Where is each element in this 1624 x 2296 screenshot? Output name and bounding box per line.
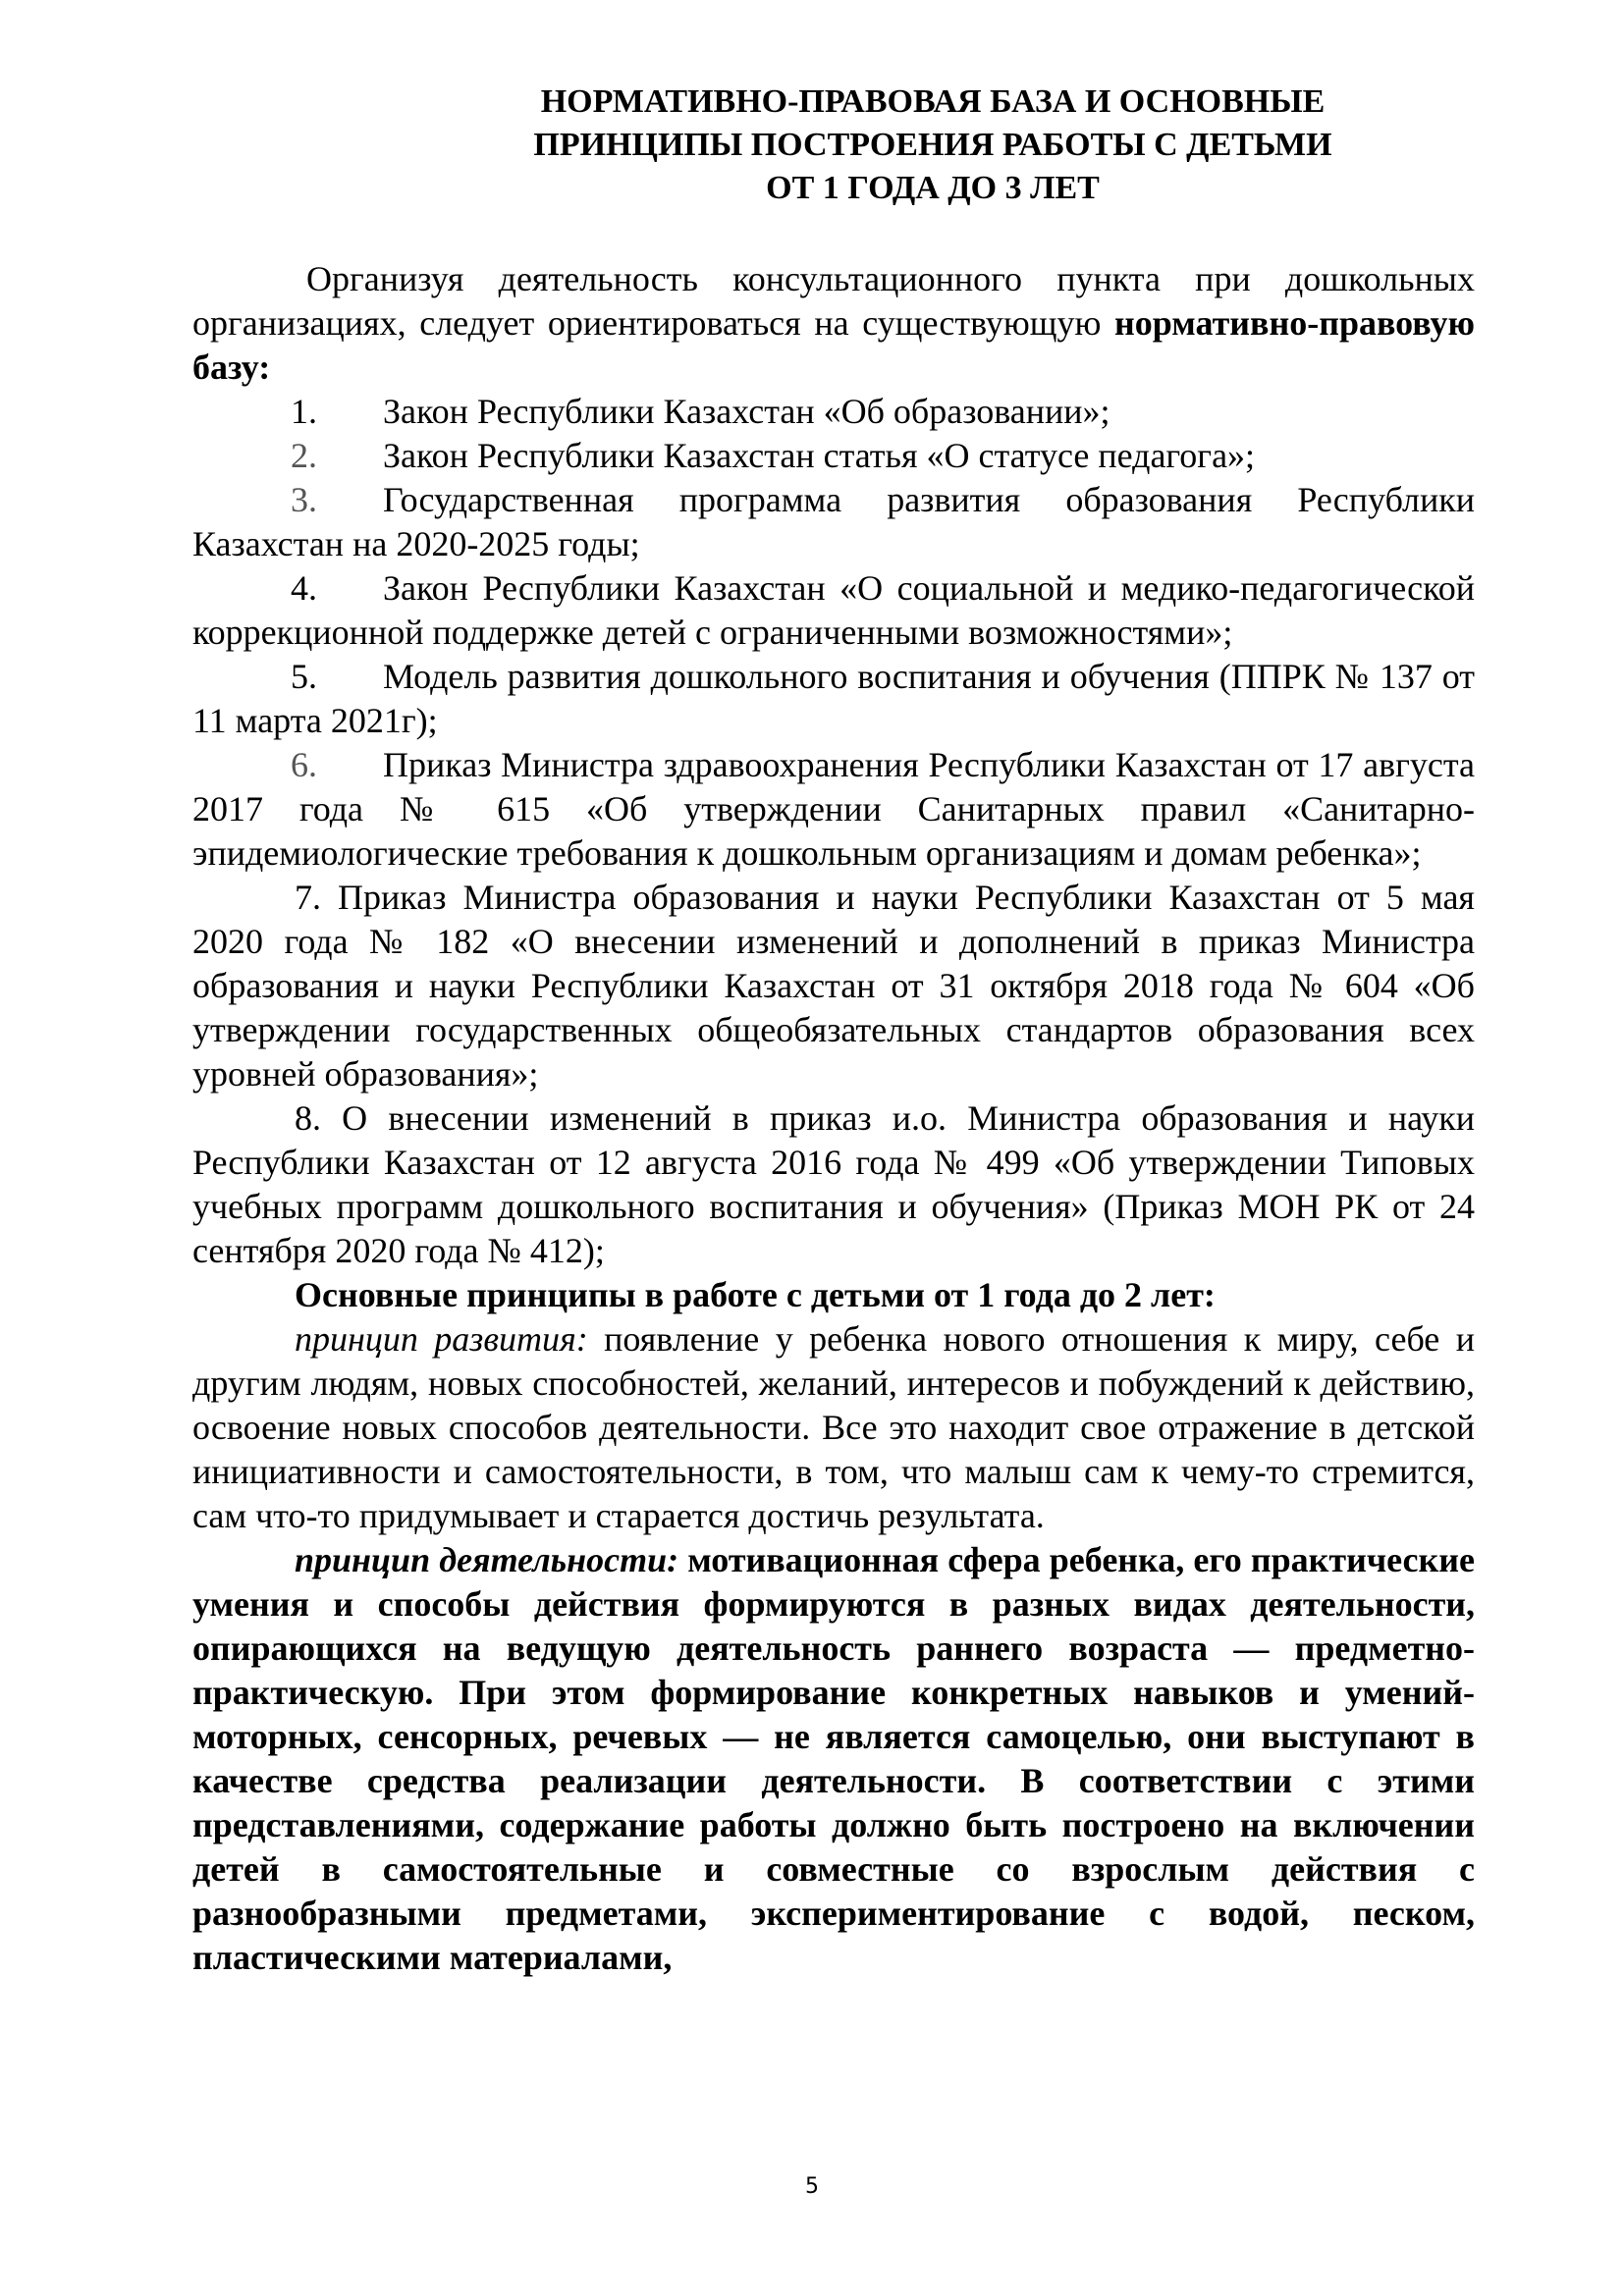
list-item (192, 876, 1475, 1096)
title-line-3: ОТ 1 ГОДА ДО 3 ЛЕТ (766, 170, 1100, 206)
intro-paragraph (192, 257, 1475, 390)
list-item-text: Закон Республики Казахстан «О социальной и медико-педагогической коррекционной поддержке детей с ограниченными возможностями»; (192, 568, 1475, 652)
list-item-text: Закон Республики Казахстан «Об образовании»; (383, 392, 1110, 431)
list-item-text: Государственная программа развития образования Республики Казахстан на 2020-2025 годы; (192, 480, 1475, 563)
list-item-number: 7. (295, 878, 321, 917)
list-item (192, 434, 1475, 478)
document-body (192, 257, 1475, 1980)
principle-activity-text: мотивационная сфера ребенка, его практические умения и способы действия формируются в разных видах деятельности, опирающихся на ведущую деятельность раннего возраста — предметно-практическую. При этом формирование конкретных навыков и умений- моторных, сенсорных, речевых — не является самоцелью, они выступают в качестве средства реализации деятельности. В соответствии с этими представлениями, содержание работы должно быть построено на включении детей в самостоятельные и совместные со взрослым действия с разнообразными предметами, экспериментирование с водой, песком, пластическими материалами, (192, 1540, 1476, 1977)
list-item (192, 743, 1475, 876)
list-item (192, 1096, 1475, 1273)
list-item-text: Приказ Министра здравоохранения Республики Казахстан от 17 августа 2017 года № 615 «Об утверждении Санитарных правил «Санитарно-эпидемиологические требования к дошкольным организациям и домам ребенка»; (192, 745, 1475, 873)
list-item-number: 8. (295, 1098, 321, 1138)
principles-heading: Основные принципы в работе с детьми от 1 года до 2 лет: (295, 1275, 1216, 1314)
list-item-number: 1. (291, 392, 317, 431)
list-item-text: О внесении изменений в приказ и.о. Министра образования и науки Республики Казахстан от 12 августа 2016 года № 499 «Об утверждении Типовых учебных программ дошкольного воспитания и обучения» (Приказ МОН РК от 24 сентября 2020 года № 412); (192, 1098, 1475, 1270)
principle-development (192, 1317, 1475, 1538)
page-number: 5 (805, 2174, 819, 2199)
intro-bold: нормативно-правовую базу: (192, 303, 1475, 387)
list-item-text: Модель развития дошкольного воспитания и обучения (ППРК № 137 от 11 марта 2021г); (192, 657, 1475, 740)
list-item (192, 655, 1475, 743)
list-item (192, 390, 1475, 434)
list-item-number: 6. (291, 745, 317, 784)
list-item-number: 5. (291, 657, 317, 696)
list-item-text: Приказ Министра образования и науки Республики Казахстан от 5 мая 2020 года № 182 «О внесении изменений и дополнений в приказ Министра образования и науки Республики Казахстан от 31 октября 2018 года № 604 «Об утверждении государственных общеобязательных стандартов образования всех уровней образования»; (192, 878, 1475, 1094)
principle-development-label: принцип развития: (295, 1319, 588, 1359)
principle-activity-label: принцип деятельности: (295, 1540, 679, 1579)
title-line-2: ПРИНЦИПЫ ПОСТРОЕНИЯ РАБОТЫ С ДЕТЬМИ (533, 127, 1332, 163)
list-item (192, 566, 1475, 655)
title-line-1: НОРМАТИВНО-ПРАВОВАЯ БАЗА И ОСНОВНЫЕ (540, 83, 1326, 120)
list-item-text: Закон Республики Казахстан статья «О статусе педагога»; (383, 436, 1256, 475)
principle-development-text: появление у ребенка нового отношения к миру, себе и другим людям, новых способностей, желаний, интересов и побуждений к действию, освоение новых способов деятельности. Все это находит свое отражение в детской инициативности и самостоятельности, в том, что малыш сам к чему-то стремится, сам что-то придумывает и старается достичь результата. (192, 1319, 1475, 1535)
principle-activity (192, 1538, 1475, 1980)
list-item-number: 3. (291, 480, 317, 519)
list-item-number: 4. (291, 568, 317, 608)
document-title (412, 80, 1453, 210)
list-item (192, 478, 1475, 566)
list-item-number: 2. (291, 436, 317, 475)
intro-text: Организуя деятельность консультационного пункта при дошкольных организациях, следует ориентироваться на существующую (192, 259, 1475, 343)
